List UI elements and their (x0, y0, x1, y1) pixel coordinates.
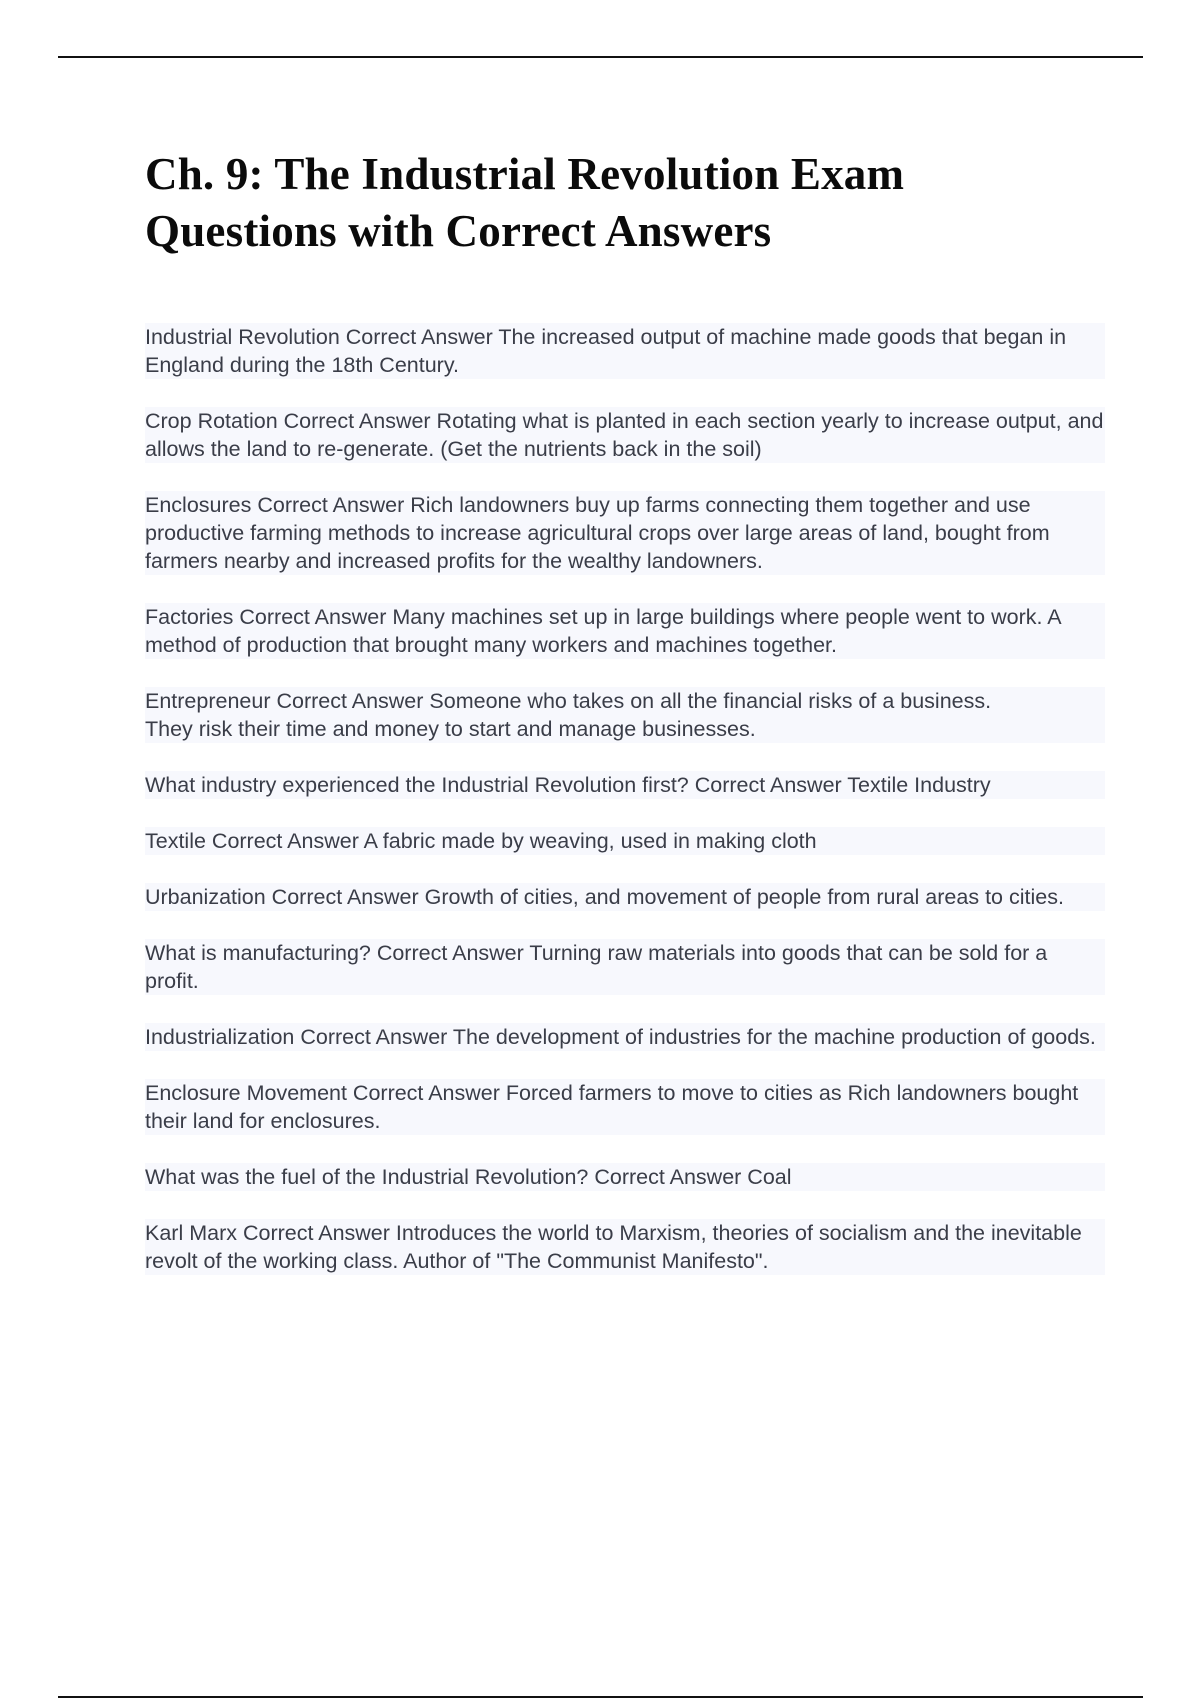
qa-item: Factories Correct Answer Many machines set up in large buildings where people went to work. A method of production that brought many workers and machines together. (145, 603, 1105, 659)
document-body (145, 146, 1105, 1303)
qa-item: Karl Marx Correct Answer Introduces the world to Marxism, theories of socialism and the inevitable revolt of the working class. Author of "The Communist Manifesto". (145, 1219, 1105, 1275)
qa-list (145, 323, 1105, 1275)
qa-item: What industry experienced the Industrial Revolution first? Correct Answer Textile Industry (145, 771, 1105, 799)
document-title: Ch. 9: The Industrial Revolution Exam Questions with Correct Answers (145, 149, 905, 256)
qa-item: Urbanization Correct Answer Growth of cities, and movement of people from rural areas to cities. (145, 883, 1105, 911)
qa-item: Textile Correct Answer A fabric made by weaving, used in making cloth (145, 827, 1105, 855)
header-rule (58, 56, 1143, 58)
qa-item: What is manufacturing? Correct Answer Turning raw materials into goods that can be sold for a profit. (145, 939, 1105, 995)
qa-item: What was the fuel of the Industrial Revolution? Correct Answer Coal (145, 1163, 1105, 1191)
qa-item: Industrial Revolution Correct Answer The increased output of machine made goods that began in England during the 18th Century. (145, 323, 1105, 379)
footer-rule (58, 1696, 1143, 1698)
qa-item: Crop Rotation Correct Answer Rotating what is planted in each section yearly to increase output, and allows the land to re-generate. (Get the nutrients back in the soil) (145, 409, 1104, 461)
qa-item: Entrepreneur Correct Answer Someone who takes on all the financial risks of a business. They risk their time and money to start and manage businesses. (145, 687, 1105, 743)
qa-item: Enclosure Movement Correct Answer Forced farmers to move to cities as Rich landowners bought their land for enclosures. (145, 1079, 1105, 1135)
qa-item: Industrialization Correct Answer The development of industries for the machine production of goods. (145, 1023, 1105, 1051)
qa-item: Enclosures Correct Answer Rich landowners buy up farms connecting them together and use productive farming methods to increase agricultural crops over large areas of land, bought from farmers nearby and increased profits for the wealthy landowners. (145, 491, 1105, 575)
